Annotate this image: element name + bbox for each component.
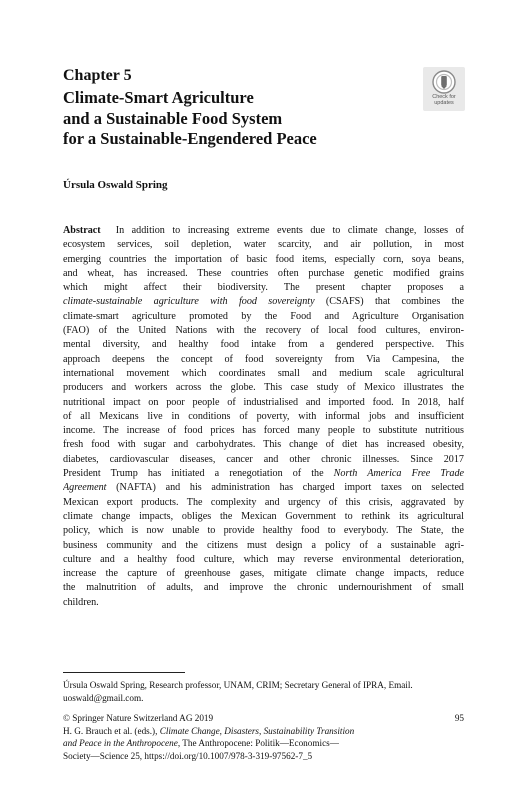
title-line: and a Sustainable Food System [63, 108, 283, 128]
abstract-line: ecosystem services, soil depletion, water scarcity, and air pollution, in most [63, 239, 464, 251]
abstract-line: fresh food with sugar and carbohydrates. This change of diet has increased obesity, [63, 439, 464, 451]
abstract-line: climate-sustainable agriculture with food sovereignty (CSAFS) that combines the [63, 296, 464, 308]
abstract-line: children. [63, 596, 99, 608]
abstract-line: of all Mexicans live in conditions of poverty, with informal jobs and insufficient [63, 410, 464, 422]
author-name: Úrsula Oswald Spring [63, 179, 168, 191]
chapter-label: Chapter 5 [63, 67, 132, 84]
abstract-line: President Trump has initiated a renegotiation of the North America Free Trade [63, 468, 464, 480]
author-footnote [63, 679, 468, 704]
abstract-line: culture and a healthy food culture, which may reverse environmental deterioration, [63, 553, 464, 565]
citation-line: H. G. Brauch et al. (eds.), Climate Change, Disasters, Sustainability Transition [63, 725, 355, 736]
abstract-line: Abstract In addition to increasing extreme events due to climate change, losses of [63, 225, 464, 236]
footnote-email: uoswald@gmail.com. [63, 692, 144, 703]
badge-label: Check for updates [432, 94, 456, 106]
abstract-line: international movement which coordinates small and medium scale agricultural [63, 367, 464, 379]
abstract-body [63, 224, 464, 610]
abstract-line: producers and workers across the globe. This case study of Mexico illustrates the [63, 382, 464, 394]
check-for-updates-badge[interactable] [423, 67, 465, 111]
abstract-line: the malnutrition of adults, and improve the chronic undernourishment of small [63, 582, 464, 594]
abstract-line: emerging countries the importation of basic food items, especially corn, soya beans, [63, 253, 464, 265]
abstract-line: which might affect their biodiversity. The present chapter proposes a [63, 282, 464, 294]
abstract-line: nutritional impact on poor people of industrialised and imported food. In 2018, half [63, 396, 464, 408]
copyright-line: © Springer Nature Switzerland AG 2019 [63, 713, 214, 723]
abstract-line: income. The increase of food prices has forced many people to substitute nutritious [63, 425, 464, 437]
doi-line: Society—Science 25, https://doi.org/10.1007/978-3-319-97562-7_5 [63, 750, 313, 761]
page-number: 95 [454, 713, 464, 723]
abstract-line: business community and the citizens must design a policy of a sustainable agri- [63, 539, 464, 551]
abstract-line: increase the capture of greenhouse gases, mitigate climate change impacts, reduce [63, 568, 464, 580]
copyright-block [63, 712, 468, 762]
footnote-rule [63, 672, 185, 673]
abstract-line: Agreement (NAFTA) and his administration has charged import taxes on selected [63, 482, 464, 494]
abstract-line: approach deepens the concept of food sovereignty from Via Campesina, the [63, 353, 464, 365]
citation-line: and Peace in the Anthropocene, The Anthropocene: Politik—Economics— [63, 738, 339, 749]
abstract-line: diabetes, cardiovascular diseases, cancer and other chronic illnesses. Since 2017 [63, 453, 464, 465]
abstract-line: climate-smart agriculture promoted by the Food and Agriculture Organisation [63, 310, 464, 322]
chapter-title [63, 88, 403, 150]
abstract-italic-term: Agreement [63, 482, 107, 494]
abstract-italic-term: North America Free Trade [333, 468, 464, 480]
title-line: for a Sustainable-Engendered Peace [63, 129, 317, 148]
abstract-line: (FAO) of the United Nations with the recovery of local food cultures, environ- [63, 325, 464, 337]
abstract-italic-term: climate-sustainable agriculture with food sovereignty [63, 296, 315, 308]
abstract-line: climate change impacts, obliges the Mexican Government to rethink its agricultural [63, 510, 464, 522]
abstract-line: and wheat, has increased. These countries often purchase genetic modified grains [63, 267, 464, 279]
book-title: and Peace in the Anthropocene [63, 738, 178, 749]
footnote-line: Úrsula Oswald Spring, Research professor, UNAM, CRIM; Secretary General of IPRA, Email. [63, 680, 413, 690]
check-for-updates-icon [432, 70, 456, 94]
book-title: Climate Change, Disasters, Sustainability Transition [159, 725, 355, 736]
abstract-line: mental diversity, and healthy food intake from a gendered perspective. This [63, 339, 464, 351]
title-line: Climate-Smart Agriculture [63, 88, 254, 107]
abstract-label: Abstract [63, 225, 101, 236]
abstract-line: policy, which is now unable to provide healthy food to everybody. The State, the [63, 525, 464, 537]
abstract-line: Mexican export products. The complexity and urgency of this crisis, aggravated by [63, 496, 464, 508]
